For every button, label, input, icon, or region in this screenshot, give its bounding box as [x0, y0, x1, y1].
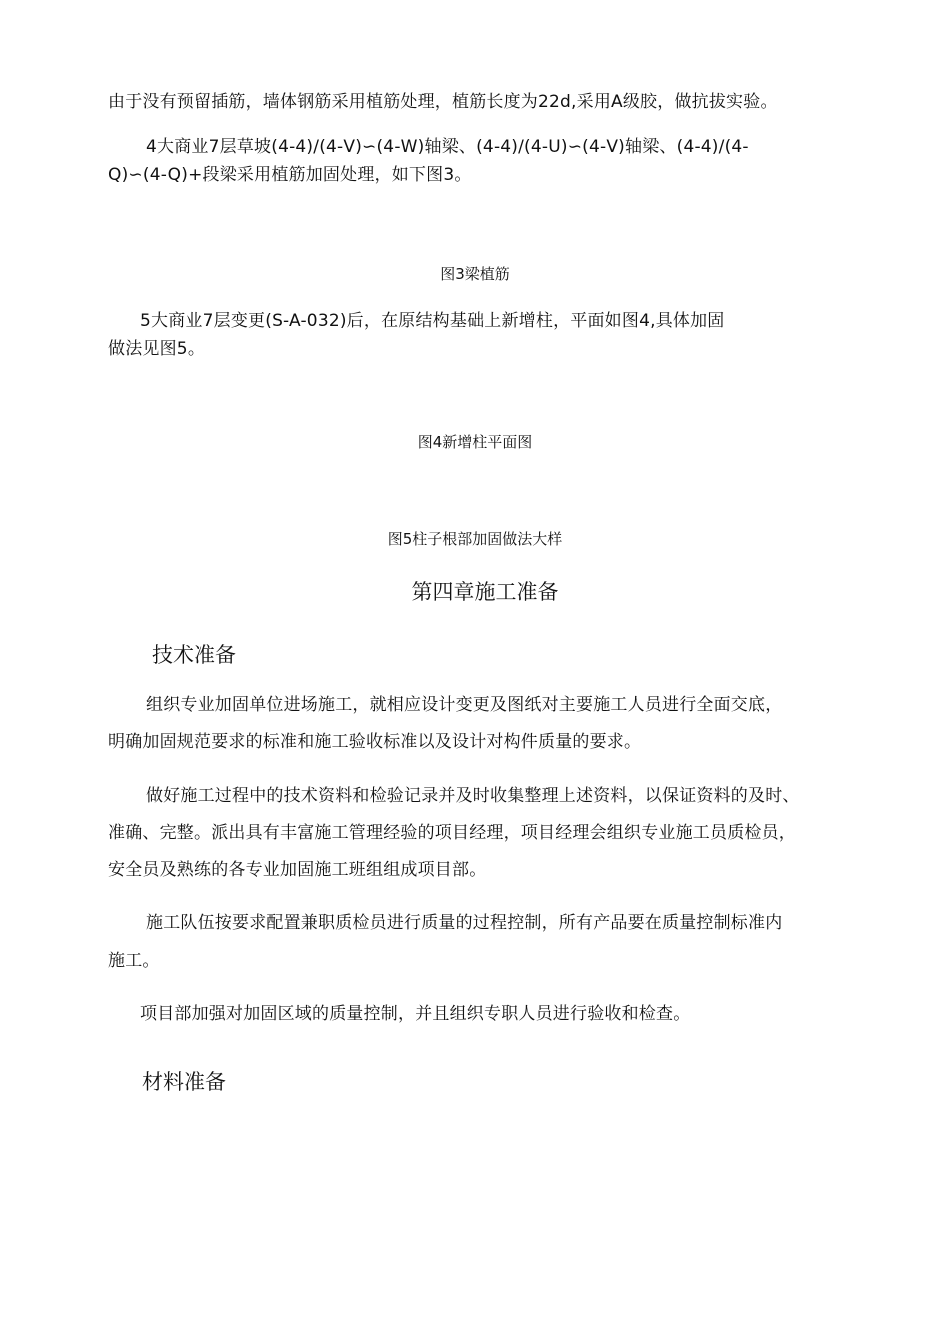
- paragraph-line: 4大商业7层草坡(4-4)/(4-V)∽(4-W)轴梁、(4-4)/(4-U)∽(4-V)轴梁、(4-4)/(4-: [146, 137, 749, 157]
- paragraph-line: 施工。: [108, 951, 160, 971]
- paragraph-line: 项目部加强对加固区域的质量控制，并且组织专职人员进行验收和检查。: [140, 1004, 691, 1024]
- section-title-materials: 材料准备: [142, 1070, 226, 1094]
- figure-3-caption: 图3梁植筋: [440, 265, 510, 283]
- paragraph-line: Q)∽(4-Q)+段梁采用植筋加固处理，如下图3。: [108, 165, 472, 185]
- paragraph-line: 由于没有预留插筋，墙体钢筋采用植筋处理，植筋长度为22d,采用A级胶，做抗拔实验。: [108, 92, 778, 112]
- paragraph-line: 安全员及熟练的各专业加固施工班组组成项目部。: [108, 860, 487, 880]
- paragraph-line: 做法见图5。: [108, 339, 206, 359]
- chapter-title: 第四章施工准备: [411, 580, 559, 604]
- figure-5-caption: 图5柱子根部加固做法大样: [387, 530, 563, 548]
- section-title-technical: 技术准备: [152, 643, 236, 667]
- paragraph-line: 5大商业7层变更(S-A-032)后，在原结构基础上新增柱，平面如图4,具体加固: [140, 311, 725, 331]
- paragraph-line: 组织专业加固单位进场施工，就相应设计变更及图纸对主要施工人员进行全面交底，: [146, 695, 783, 715]
- figure-4-caption: 图4新增柱平面图: [417, 433, 533, 451]
- paragraph-line: 施工队伍按要求配置兼职质检员进行质量的过程控制，所有产品要在质量控制标准内: [146, 913, 783, 933]
- paragraph-line: 明确加固规范要求的标准和施工验收标准以及设计对构件质量的要求。: [108, 732, 642, 752]
- paragraph-line: 准确、完整。派出具有丰富施工管理经验的项目经理，项目经理会组织专业施工员质检员，: [108, 823, 796, 843]
- paragraph-line: 做好施工过程中的技术资料和检验记录并及时收集整理上述资料，以保证资料的及时、: [146, 786, 800, 806]
